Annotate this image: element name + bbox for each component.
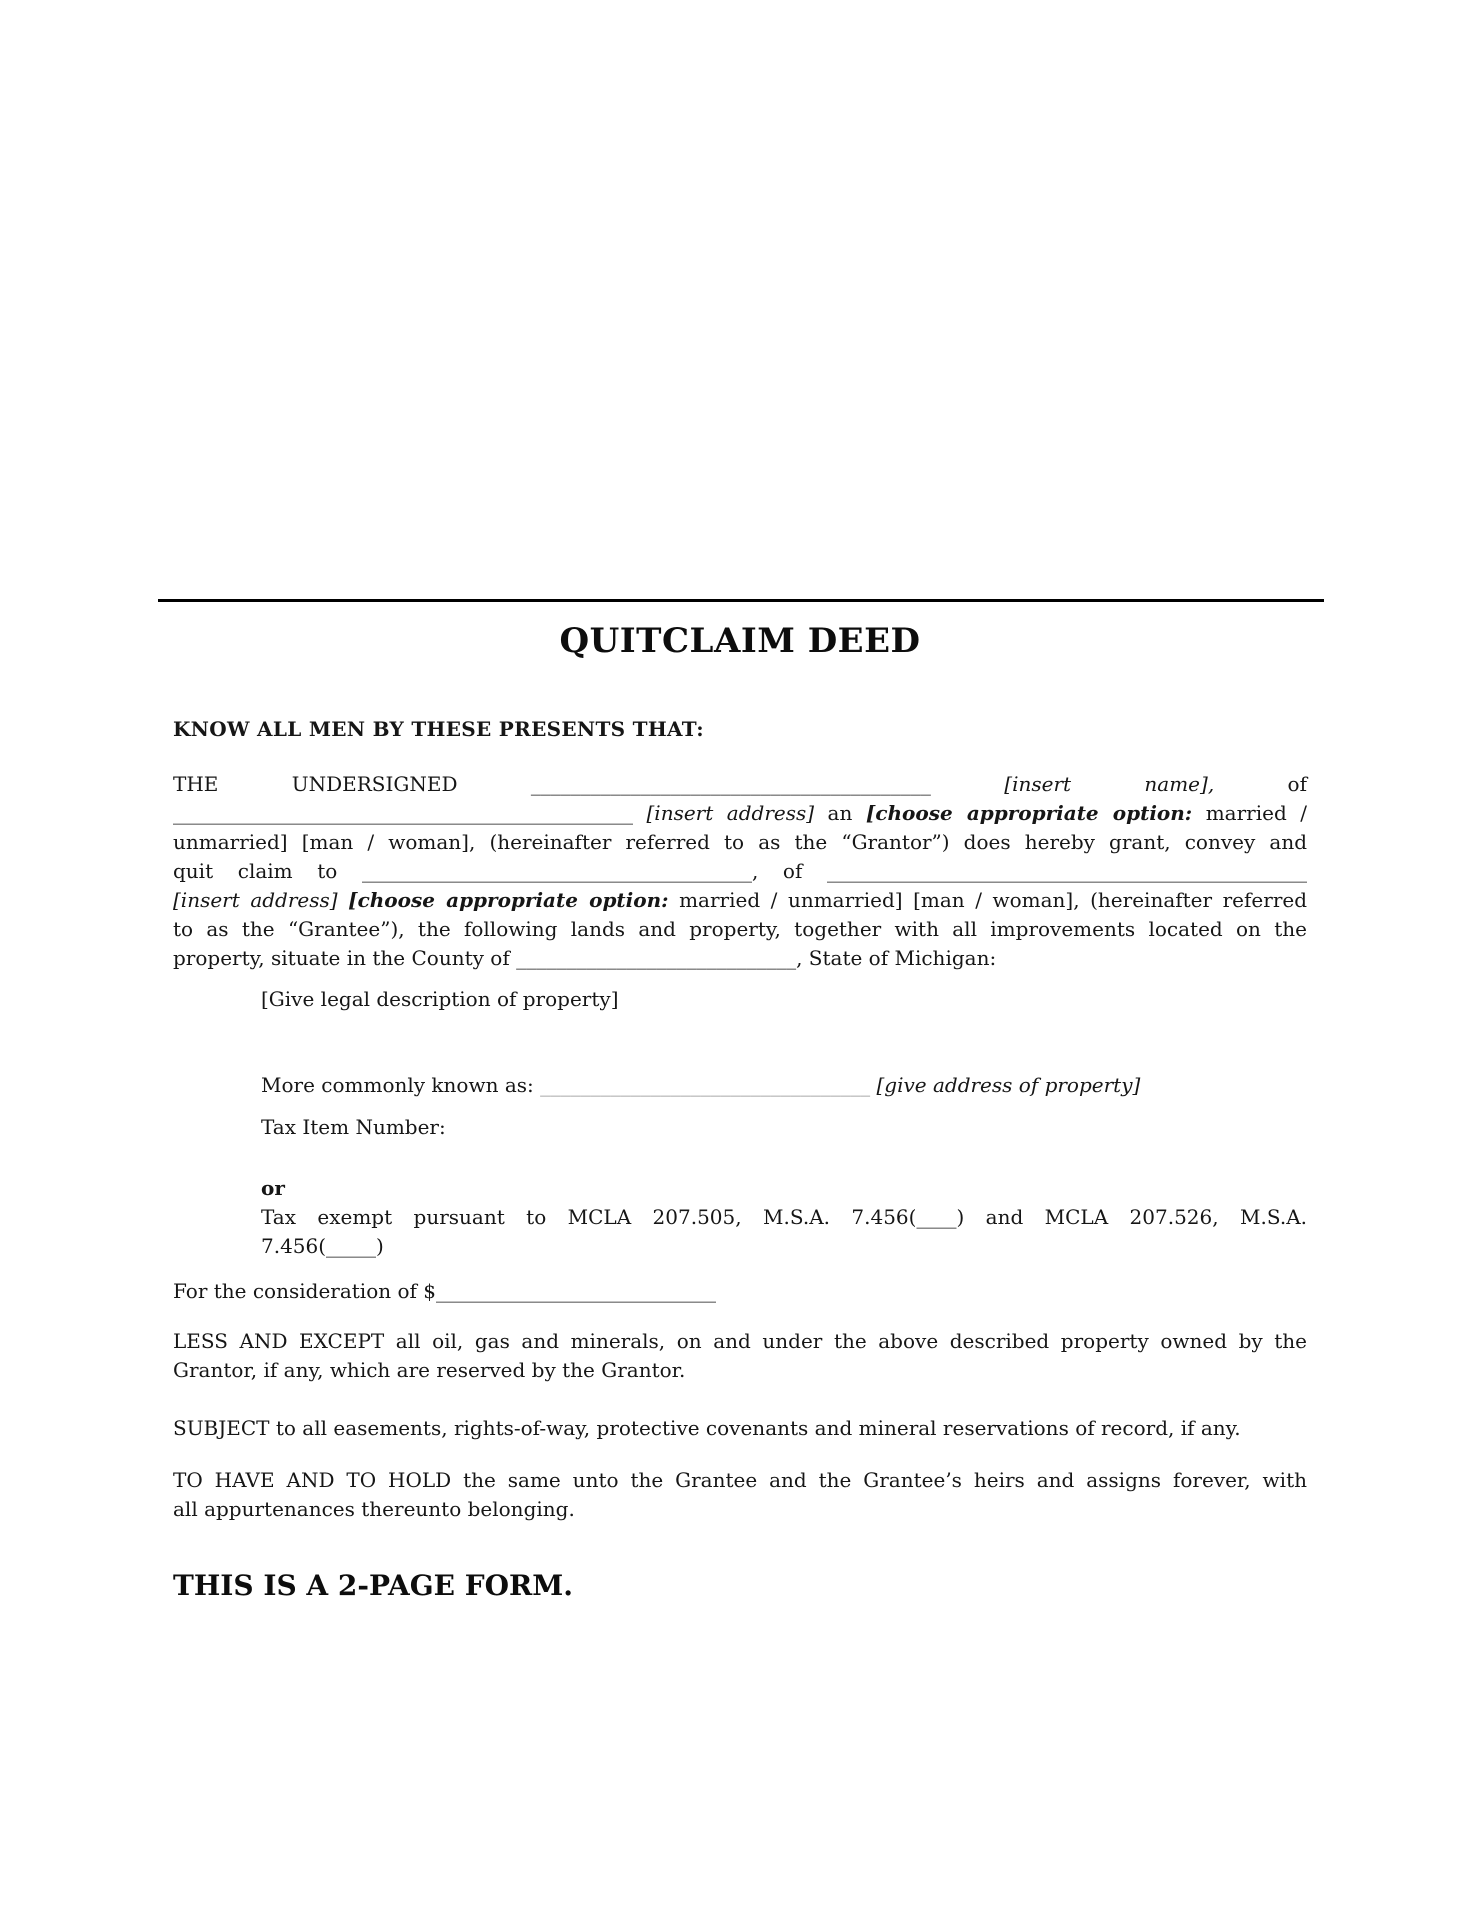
- known-as-label: More commonly known as:: [261, 1073, 541, 1097]
- tax-item-label: Tax Item Number:: [261, 1115, 446, 1139]
- tax-exempt-line-2: 7.456(_____): [261, 1234, 384, 1258]
- undersigned-label: THE UNDERSIGNED: [173, 772, 531, 796]
- intro-line-2-an: an: [827, 801, 866, 825]
- intro-line-5: [173, 886, 1307, 915]
- to-have-and-hold-paragraph: [173, 1466, 1307, 1524]
- header-divider: [158, 599, 1324, 602]
- to-have-line-2: all appurtenances thereunto belonging.: [173, 1497, 575, 1521]
- intro-line-3: unmarried] [man / woman], (hereinafter referred to as the “Grantor”) does hereby grant, convey and: [173, 830, 1307, 854]
- insert-address-hint-2: [insert address]: [173, 888, 349, 912]
- or-label: or: [261, 1176, 285, 1200]
- intro-line-5-end: married / unmarried] [man / woman], (hereinafter referred: [668, 888, 1308, 912]
- intro-line-4: quit claim to _______________________________________, of ________________________________________________: [173, 859, 1307, 883]
- tax-exempt-line-1: Tax exempt pursuant to MCLA 207.505, M.S.A. 7.456(____) and MCLA 207.526, M.S.A.: [261, 1205, 1307, 1229]
- tax-exempt-paragraph: [261, 1203, 1307, 1261]
- subject-paragraph: SUBJECT to all easements, rights-of-way, protective covenants and mineral reservations of record, if any.: [173, 1416, 1241, 1440]
- intro-line-1-end: of: [1287, 772, 1307, 796]
- property-address-blank: _________________________________: [540, 1073, 871, 1097]
- less-and-except-paragraph: [173, 1327, 1307, 1385]
- opening-heading: KNOW ALL MEN BY THESE PRESENTS THAT:: [173, 717, 704, 741]
- intro-line-2-end: married /: [1192, 801, 1307, 825]
- legal-description-prompt: [Give legal description of property]: [261, 987, 619, 1011]
- grantor-name-blank: ________________________________________: [530, 772, 931, 796]
- give-address-hint: [give address of property]: [870, 1073, 1141, 1097]
- insert-name-hint: [insert name],: [930, 772, 1288, 796]
- intro-line-1: [173, 770, 1307, 799]
- intro-paragraph: [173, 770, 1307, 973]
- insert-address-hint: [insert address]: [633, 801, 828, 825]
- less-and-except-line-1: LESS AND EXCEPT all oil, gas and minerals, on and under the above described property owned by the: [173, 1329, 1307, 1353]
- intro-line-2: [173, 799, 1307, 828]
- intro-line-6: to as the “Grantee”), the following lands and property, together with all improvements located on the: [173, 917, 1307, 941]
- consideration-line: For the consideration of $____________________________: [173, 1279, 716, 1303]
- known-as-line: [261, 1071, 1307, 1100]
- choose-option-hint: [choose appropriate option:: [865, 801, 1193, 825]
- less-and-except-line-2: Grantor, if any, which are reserved by the Grantor.: [173, 1358, 686, 1382]
- choose-option-hint-2: [choose appropriate option:: [348, 888, 669, 912]
- two-page-notice: THIS IS A 2-PAGE FORM.: [173, 1569, 574, 1602]
- intro-line-7: property, situate in the County of ____________________________, State of Michigan:: [173, 946, 997, 970]
- grantor-address-blank: ______________________________________________: [173, 801, 633, 825]
- to-have-line-1: TO HAVE AND TO HOLD the same unto the Grantee and the Grantee’s heirs and assigns forever, with: [173, 1468, 1307, 1492]
- document-title: QUITCLAIM DEED: [559, 621, 921, 661]
